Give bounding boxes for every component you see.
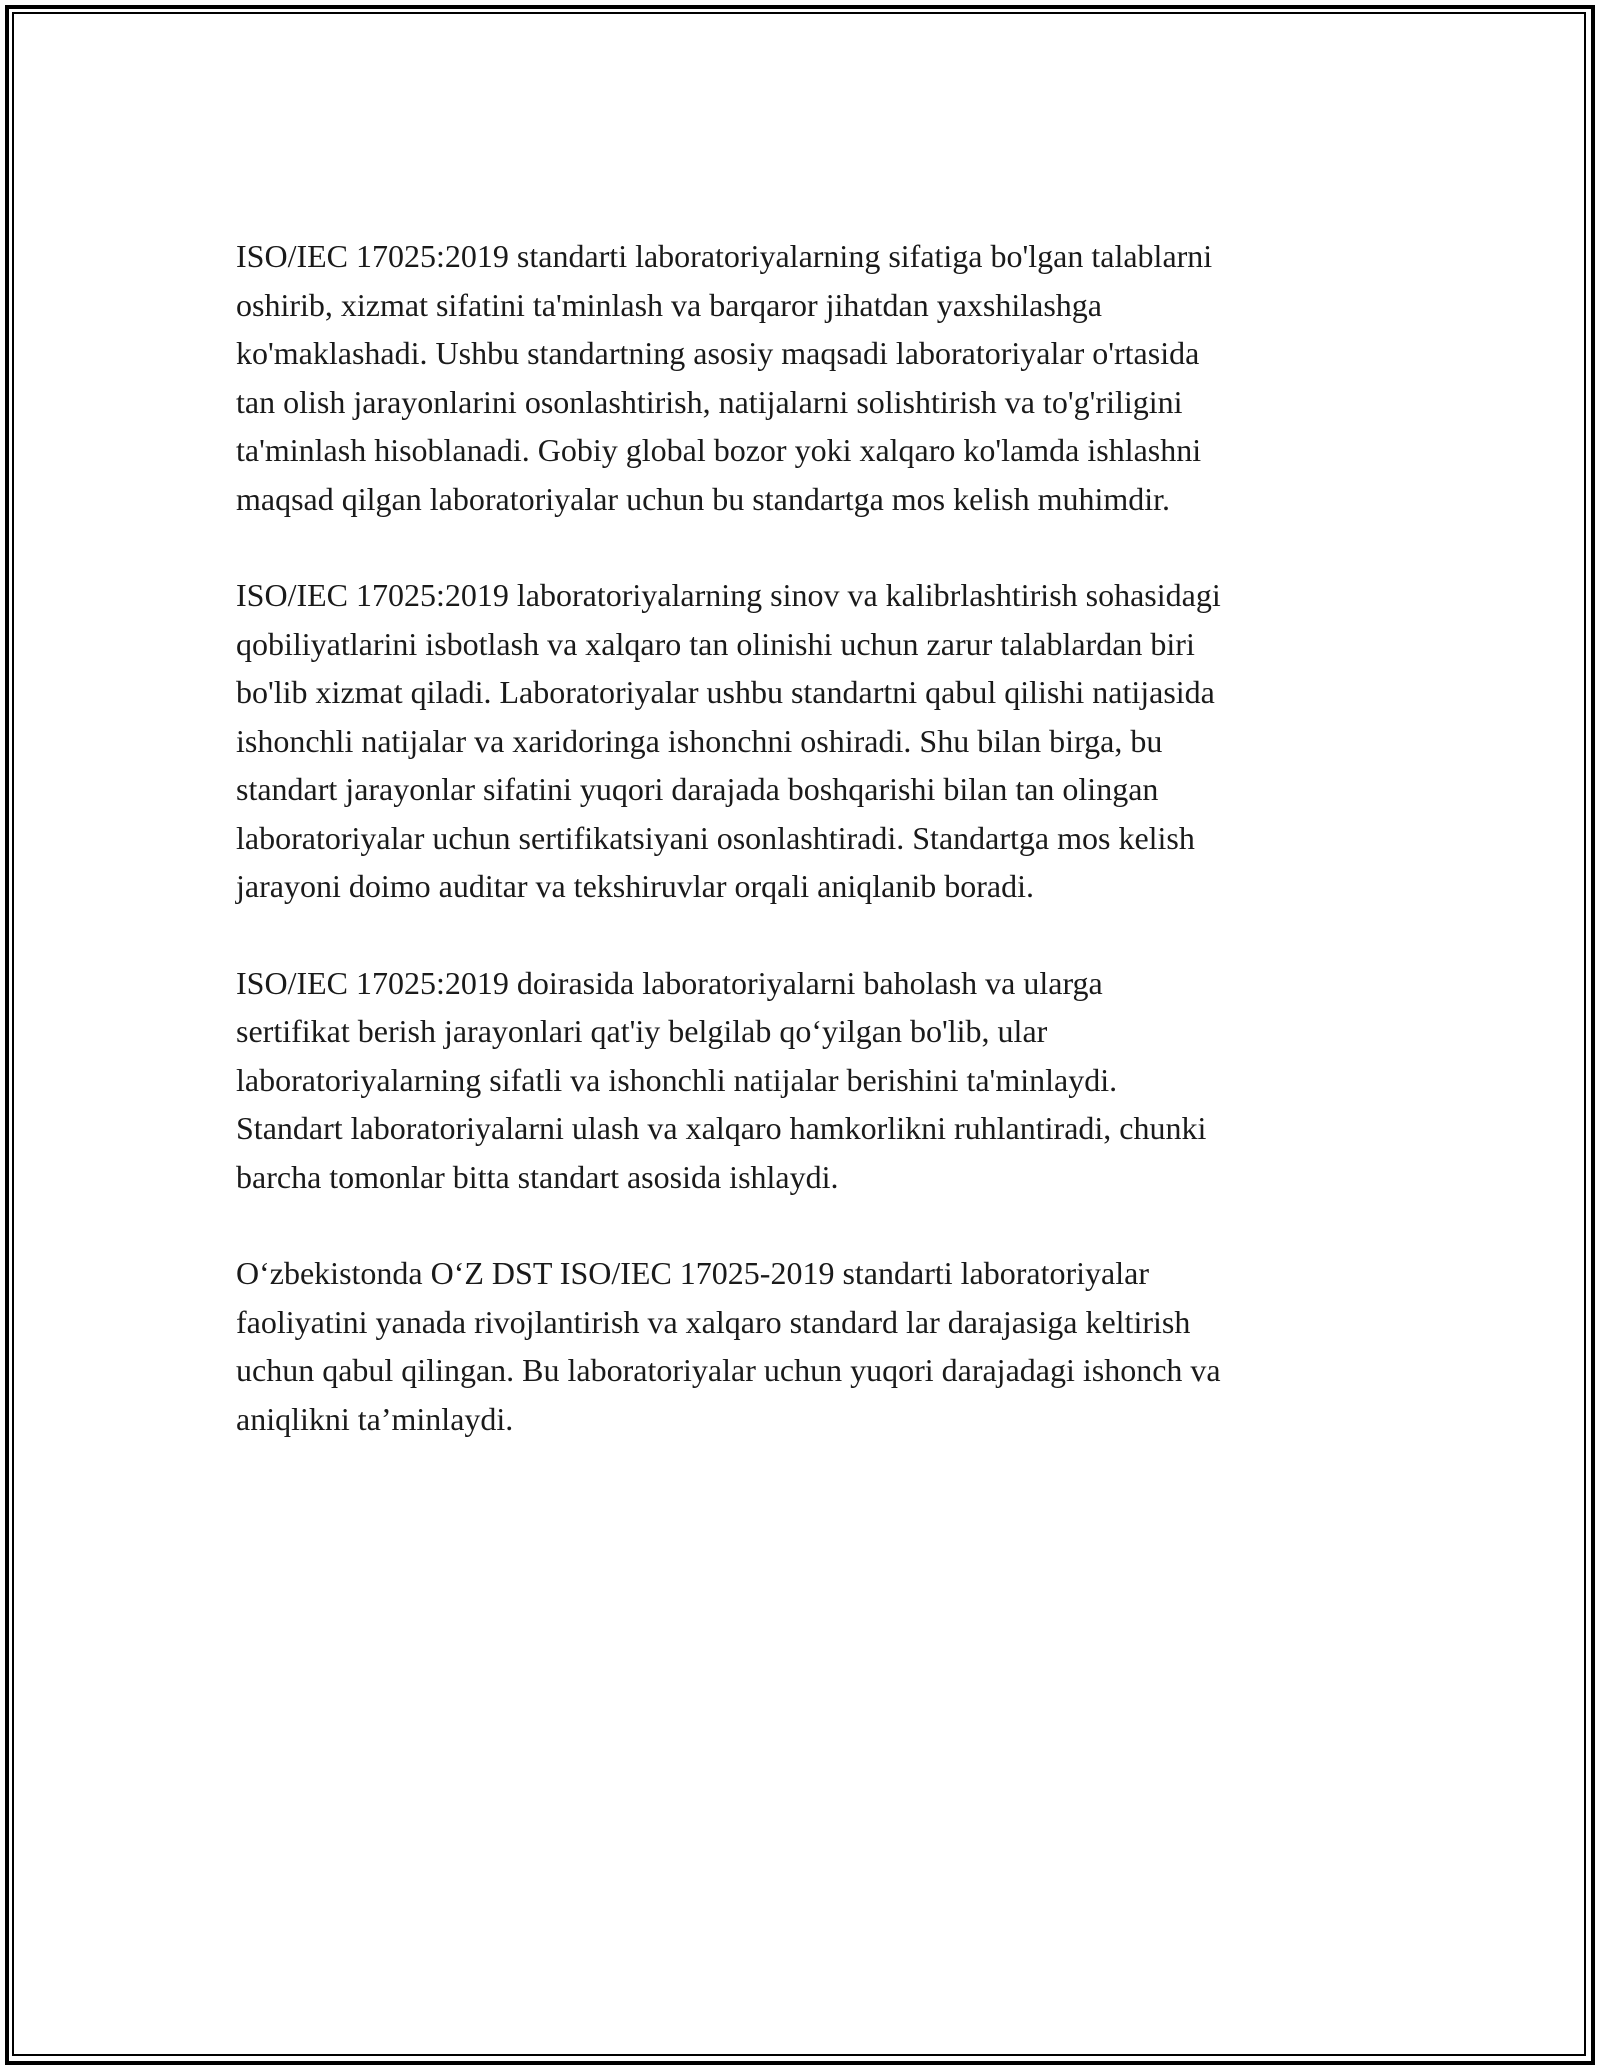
text-line: ta'minlash hisoblanadi. Gobiy global bozor yoki xalqaro ko'lamda ishlashni bbox=[236, 432, 1202, 468]
paragraph-4 bbox=[236, 1249, 1386, 1443]
text-line: uchun qabul qilingan. Bu laboratoriyalar uchun yuqori darajadagi ishonch va bbox=[236, 1352, 1221, 1388]
text-line: standart jarayonlar sifatini yuqori darajada boshqarishi bilan tan olingan bbox=[236, 771, 1159, 807]
text-line: ishonchli natijalar va xaridoringa ishonchni oshiradi. Shu bilan birga, bu bbox=[236, 722, 1163, 759]
paragraph-1 bbox=[236, 232, 1386, 523]
text-line: laboratoriyalarning sifatli va ishonchli natijalar berishini ta'minlaydi. bbox=[236, 1061, 1118, 1098]
text-line: maqsad qilgan laboratoriyalar uchun bu standartga mos kelish muhimdir. bbox=[236, 480, 1171, 517]
text-line: qobiliyatlarini isbotlash va xalqaro tan olinishi uchun zarur talablardan biri bbox=[236, 625, 1195, 662]
text-line: barcha tomonlar bitta standart asosida ishlaydi. bbox=[236, 1158, 839, 1195]
text-line: ko'maklashadi. Ushbu standartning asosiy maqsadi laboratoriyalar o'rtasida bbox=[236, 335, 1200, 371]
text-line: aniqlikni ta’minlaydi. bbox=[236, 1400, 514, 1437]
text-line: O‘zbekistonda O‘Z DST ISO/IEC 17025-2019 standarti laboratoriyalar bbox=[236, 1255, 1149, 1291]
text-line: tan olish jarayonlarini osonlashtirish, natijalarni solishtirish va to'g'riligini bbox=[236, 383, 1183, 420]
text-line: bo'lib xizmat qiladi. Laboratoriyalar ushbu standartni qabul qilishi natijasida bbox=[236, 674, 1215, 710]
document-body bbox=[236, 232, 1386, 1491]
text-line: ISO/IEC 17025:2019 laboratoriyalarning sinov va kalibrlashtirish sohasidagi bbox=[236, 577, 1221, 613]
paragraph-2 bbox=[236, 571, 1386, 911]
text-line: laboratoriyalar uchun sertifikatsiyani osonlashtiradi. Standartga mos kelish bbox=[236, 819, 1195, 856]
text-line: faoliyatini yanada rivojlantirish va xalqaro standard lar darajasiga keltirish bbox=[236, 1303, 1191, 1340]
text-line: Standart laboratoriyalarni ulash va xalqaro hamkorlikni ruhlantiradi, chunki bbox=[236, 1110, 1207, 1146]
text-line: ISO/IEC 17025:2019 standarti laboratoriyalarning sifatiga bo'lgan talablarni bbox=[236, 238, 1213, 274]
paragraph-3 bbox=[236, 959, 1386, 1202]
text-line: oshirib, xizmat sifatini ta'minlash va barqaror jihatdan yaxshilashga bbox=[236, 286, 1102, 323]
text-line: jarayoni doimo auditar va tekshiruvlar orqali aniqlanib boradi. bbox=[236, 868, 1034, 904]
text-line: sertifikat berish jarayonlari qat'iy belgilab qo‘yilgan bo'lib, ular bbox=[236, 1013, 1048, 1049]
text-line: ISO/IEC 17025:2019 doirasida laboratoriyalarni baholash va ularga bbox=[236, 964, 1103, 1001]
